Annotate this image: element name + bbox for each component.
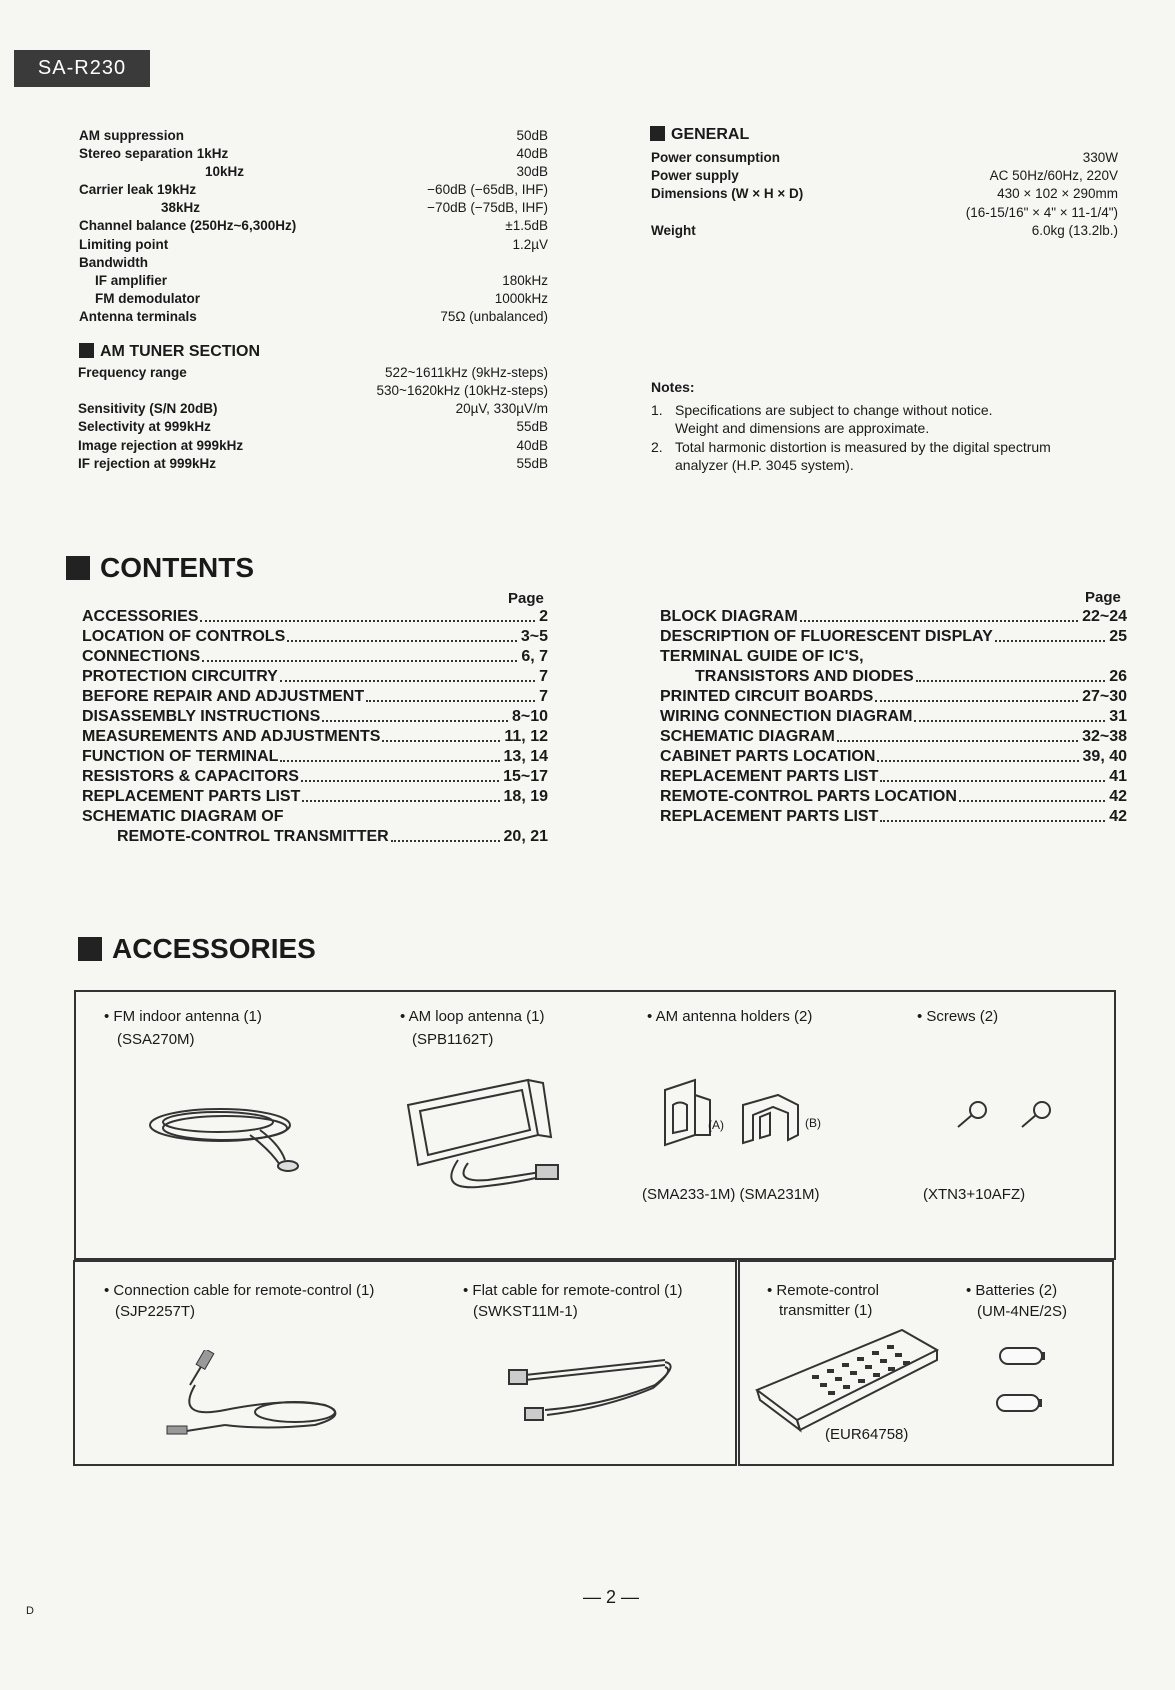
dot-leader	[280, 747, 499, 762]
spec-value: 55dB	[516, 419, 548, 434]
dot-leader	[382, 727, 500, 742]
dot-leader	[880, 767, 1105, 782]
dot-leader	[287, 627, 517, 642]
spec-value: 522~1611kHz (9kHz-steps)	[385, 365, 548, 380]
spec-label: Stereo separation 1kHz	[79, 146, 229, 161]
toc-page: 27~30	[1082, 688, 1127, 705]
toc-title: PROTECTION CIRCUITRY	[82, 668, 278, 685]
spec-label: 38kHz	[161, 200, 201, 215]
am-loop-antenna-icon	[398, 1075, 568, 1200]
toc-page: 20, 21	[503, 828, 548, 845]
screws-code: (XTN3+10AFZ)	[923, 1186, 1026, 1203]
toc-page: 3~5	[520, 628, 548, 645]
toc-item[interactable]	[82, 627, 548, 647]
spec-label: Antenna terminals	[79, 309, 197, 324]
page-column-label: Page	[508, 590, 544, 607]
toc-title: LOCATION OF CONTROLS	[82, 628, 286, 645]
am-section-heading	[79, 343, 260, 361]
note-text: analyzer (H.P. 3045 system).	[675, 457, 854, 473]
toc-item[interactable]	[660, 767, 1127, 787]
toc-page: 25	[1109, 628, 1127, 645]
toc-title: BLOCK DIAGRAM	[660, 608, 798, 625]
spec-value: 180kHz	[502, 273, 548, 288]
toc-title: CABINET PARTS LOCATION	[660, 748, 876, 765]
toc-title: MEASUREMENTS AND ADJUSTMENTS	[82, 728, 381, 745]
toc-title: PRINTED CIRCUIT BOARDS	[660, 688, 874, 705]
remote-control-icon	[752, 1325, 942, 1440]
flat-cable-label: • Flat cable for remote-control (1)	[463, 1282, 683, 1299]
toc-page: 18, 19	[503, 788, 548, 805]
dot-leader	[995, 627, 1105, 642]
toc-page: 8~10	[511, 708, 548, 725]
screws-icon	[950, 1095, 1060, 1135]
spec-label: Dimensions (W × H × D)	[651, 186, 804, 201]
toc-page: 15~17	[503, 768, 548, 785]
notes-title: Notes:	[651, 379, 695, 395]
spec-value: 30dB	[516, 164, 548, 179]
toc-title: ACCESSORIES	[82, 608, 199, 625]
page-number: — 2 —	[583, 1587, 640, 1607]
spec-label: 10kHz	[205, 164, 245, 179]
toc-title: REPLACEMENT PARTS LIST	[82, 788, 301, 805]
toc-title: BEFORE REPAIR AND ADJUSTMENT	[82, 688, 365, 705]
dot-leader	[800, 607, 1078, 622]
toc-item[interactable]	[82, 787, 548, 807]
spec-label: Sensitivity (S/N 20dB)	[78, 401, 218, 416]
spec-value: 430 × 102 × 290mm	[997, 186, 1118, 201]
spec-label: IF rejection at 999kHz	[78, 456, 217, 471]
toc-title: CONNECTIONS	[82, 648, 201, 665]
toc-page: 7	[539, 688, 548, 705]
spec-value: −60dB (−65dB, IHF)	[427, 182, 548, 197]
square-bullet-icon	[66, 556, 90, 580]
toc-item[interactable]	[82, 747, 548, 767]
dot-leader	[880, 807, 1105, 822]
spec-label: Power consumption	[651, 150, 781, 165]
toc-item[interactable]	[660, 707, 1127, 727]
toc-page: 11, 12	[504, 728, 548, 745]
spec-label: Weight	[651, 223, 696, 238]
toc-page: 6, 7	[521, 648, 548, 665]
toc-item[interactable]	[82, 807, 548, 827]
flat-cable-code: (SWKST11M-1)	[473, 1303, 578, 1320]
toc-title: SCHEMATIC DIAGRAM OF	[82, 808, 284, 825]
toc-title: REPLACEMENT PARTS LIST	[660, 768, 879, 785]
toc-page: 31	[1109, 708, 1127, 725]
toc-title: TERMINAL GUIDE OF IC'S,	[660, 648, 864, 665]
toc-item[interactable]	[117, 827, 548, 847]
contents-heading	[66, 552, 254, 584]
toc-page: 7	[539, 668, 548, 685]
dot-leader	[875, 687, 1078, 702]
am-loop-code: (SPB1162T)	[412, 1031, 494, 1048]
spec-label: Image rejection at 999kHz	[78, 438, 244, 453]
toc-title: DISASSEMBLY INSTRUCTIONS	[82, 708, 321, 725]
toc-page: 41	[1109, 768, 1127, 785]
contents-title: CONTENTS	[100, 552, 254, 583]
spec-label: Channel balance (250Hz~6,300Hz)	[79, 218, 297, 233]
toc-item[interactable]	[82, 767, 548, 787]
spec-value: 55dB	[516, 456, 548, 471]
remote-label-line1: • Remote-control	[767, 1282, 879, 1299]
holder-a-label: (A)	[708, 1118, 724, 1132]
batteries-icon	[995, 1340, 1055, 1420]
toc-item[interactable]	[82, 687, 548, 707]
toc-item[interactable]	[82, 667, 548, 687]
connection-cable-label: • Connection cable for remote-control (1)	[104, 1282, 375, 1299]
toc-item[interactable]	[660, 787, 1127, 807]
toc-item[interactable]	[660, 747, 1127, 767]
toc-item[interactable]	[660, 647, 1127, 667]
toc-title: REMOTE-CONTROL PARTS LOCATION	[660, 788, 957, 805]
dot-leader	[959, 787, 1105, 802]
toc-page: 42	[1109, 788, 1127, 805]
spec-label: Selectivity at 999kHz	[78, 419, 211, 434]
note-text: Total harmonic distortion is measured by the digital spectrum	[675, 439, 1051, 455]
spec-value: ±1.5dB	[505, 218, 548, 233]
spec-value: 530~1620kHz (10kHz-steps)	[376, 383, 548, 398]
toc-item[interactable]	[82, 727, 548, 747]
toc-title: DESCRIPTION OF FLUORESCENT DISPLAY	[660, 628, 993, 645]
batteries-code: (UM-4NE/2S)	[977, 1303, 1068, 1320]
square-bullet-icon	[650, 126, 665, 141]
dot-leader	[366, 687, 535, 702]
spec-label: Carrier leak 19kHz	[79, 182, 197, 197]
spec-value: 20µV, 330µV/m	[455, 401, 548, 416]
spec-value: (16-15/16" × 4" × 11-1/4")	[965, 205, 1118, 220]
spec-value: 1000kHz	[494, 291, 548, 306]
screws-label: • Screws (2)	[917, 1008, 999, 1025]
toc-item[interactable]	[660, 727, 1127, 747]
am-section-title: AM TUNER SECTION	[100, 343, 260, 360]
spec-value: AC 50Hz/60Hz, 220V	[989, 168, 1118, 183]
spec-value: 330W	[1082, 150, 1118, 165]
toc-item[interactable]	[660, 687, 1127, 707]
dot-leader	[200, 607, 535, 622]
square-bullet-icon	[78, 937, 102, 961]
am-loop-label: • AM loop antenna (1)	[400, 1008, 545, 1025]
note-number: 1.	[651, 402, 663, 418]
note-text: Specifications are subject to change without notice.	[675, 402, 993, 418]
general-heading	[650, 126, 749, 144]
dot-leader	[877, 747, 1078, 762]
spec-value: 75Ω (unbalanced)	[440, 309, 548, 324]
spec-value: 40dB	[516, 438, 548, 453]
toc-item[interactable]	[660, 807, 1127, 827]
fm-antenna-icon	[140, 1080, 310, 1180]
spec-label: Power supply	[651, 168, 739, 183]
fm-antenna-code: (SSA270M)	[117, 1031, 195, 1048]
toc-page: 22~24	[1082, 608, 1127, 625]
general-title: GENERAL	[671, 126, 750, 143]
toc-item[interactable]	[82, 607, 548, 627]
batteries-label: • Batteries (2)	[966, 1282, 1058, 1299]
fm-antenna-label: • FM indoor antenna (1)	[104, 1008, 262, 1025]
dot-leader	[914, 707, 1105, 722]
page-column-label: Page	[1085, 589, 1121, 606]
spec-label: FM demodulator	[95, 291, 200, 306]
note-number: 2.	[651, 439, 663, 455]
spec-value: 6.0kg (13.2lb.)	[1031, 223, 1118, 238]
note-text: Weight and dimensions are approximate.	[675, 420, 930, 436]
dot-leader	[302, 787, 499, 802]
spec-label: AM suppression	[79, 128, 185, 143]
toc-page: 39, 40	[1082, 748, 1127, 765]
holder-b-label: (B)	[805, 1116, 821, 1130]
dot-leader	[916, 667, 1106, 682]
flat-cable-icon	[505, 1350, 680, 1425]
toc-title: WIRING CONNECTION DIAGRAM	[660, 708, 913, 725]
remote-code: (EUR64758)	[825, 1426, 909, 1443]
dot-leader	[280, 667, 535, 682]
toc-title: REPLACEMENT PARTS LIST	[660, 808, 879, 825]
toc-page: 26	[1109, 668, 1127, 685]
connection-cable-icon	[165, 1350, 355, 1440]
dot-leader	[301, 767, 499, 782]
antenna-holder-b-icon	[738, 1085, 808, 1150]
accessories-heading	[78, 933, 316, 965]
spec-label: Bandwidth	[79, 255, 148, 270]
toc-title: SCHEMATIC DIAGRAM	[660, 728, 835, 745]
corner-mark: D	[26, 1605, 34, 1617]
dot-leader	[391, 827, 500, 842]
toc-title: TRANSISTORS AND DIODES	[695, 668, 914, 685]
spec-value: −70dB (−75dB, IHF)	[427, 200, 548, 215]
toc-page: 2	[539, 608, 548, 625]
spec-label: IF amplifier	[95, 273, 168, 288]
toc-item[interactable]	[660, 627, 1127, 647]
toc-page: 13, 14	[503, 748, 548, 765]
dot-leader	[837, 727, 1078, 742]
remote-label-line2: transmitter (1)	[779, 1302, 873, 1319]
toc-item[interactable]	[82, 647, 548, 667]
spec-value: 40dB	[516, 146, 548, 161]
square-bullet-icon	[79, 343, 94, 358]
toc-title: RESISTORS & CAPACITORS	[82, 768, 299, 785]
spec-value: 1.2µV	[512, 237, 548, 252]
am-holders-code: (SMA233-1M) (SMA231M)	[642, 1186, 820, 1203]
spec-label: Limiting point	[79, 237, 169, 252]
toc-page: 32~38	[1082, 728, 1127, 745]
toc-title: FUNCTION OF TERMINAL	[82, 748, 279, 765]
dot-leader	[322, 707, 508, 722]
toc-title: REMOTE-CONTROL TRANSMITTER	[117, 828, 389, 845]
toc-page: 42	[1109, 808, 1127, 825]
accessories-title: ACCESSORIES	[112, 933, 316, 964]
am-holders-label: • AM antenna holders (2)	[647, 1008, 813, 1025]
toc-item[interactable]	[82, 707, 548, 727]
toc-item[interactable]	[695, 667, 1127, 687]
model-tag: SA-R230	[14, 50, 150, 87]
spec-label: Frequency range	[78, 365, 187, 380]
connection-cable-code: (SJP2257T)	[115, 1303, 196, 1320]
toc-item[interactable]	[660, 607, 1127, 627]
spec-value: 50dB	[516, 128, 548, 143]
dot-leader	[202, 647, 517, 662]
